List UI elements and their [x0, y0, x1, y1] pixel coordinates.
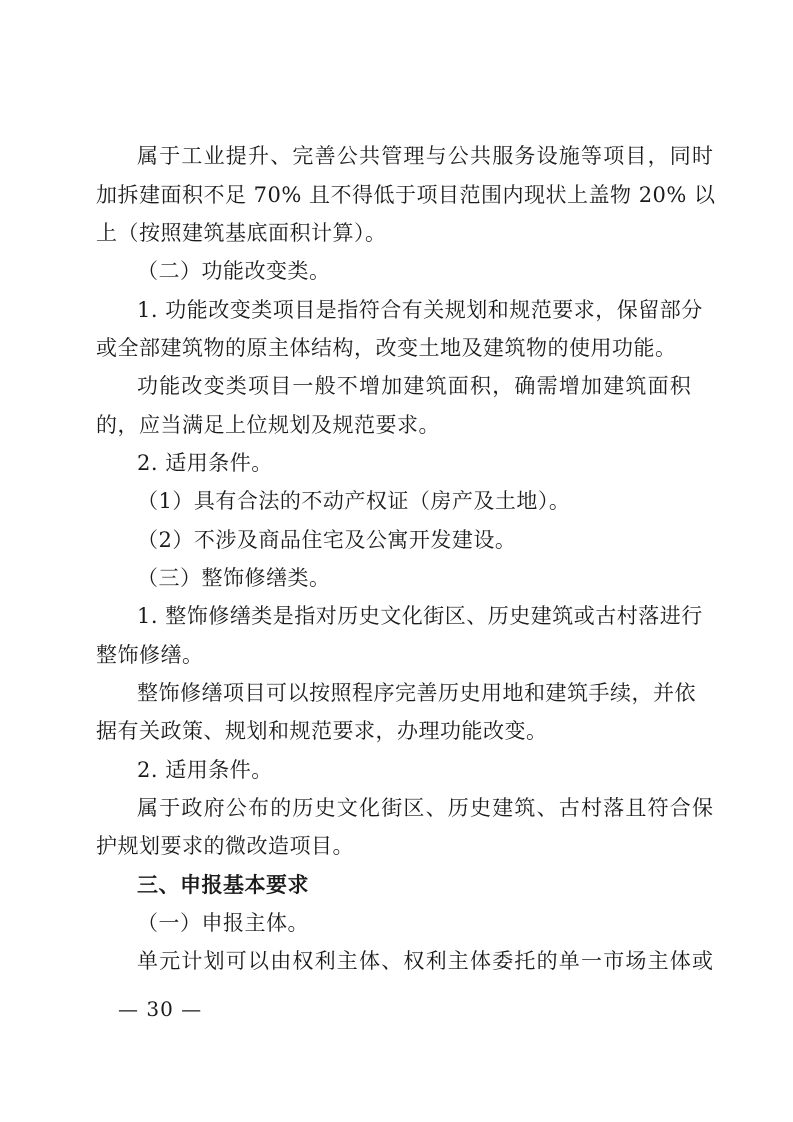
paragraph-line: 护规划要求的微改造项目。 [96, 834, 354, 858]
paragraph-line: 单元计划可以由权利主体、权利主体委托的单一市场主体或 [137, 949, 715, 973]
chapter-heading: 三、申报基本要求 [137, 873, 309, 897]
paragraph-line: 加拆建面积不足 70% 且不得低于项目范围内现状上盖物 20% 以 [96, 183, 716, 207]
paragraph-line: 2. 适用条件。 [137, 758, 273, 782]
paragraph-line: 功能改变类项目一般不增加建筑面积，确需增加建筑面积 [137, 374, 692, 398]
paragraph-line: 上（按照建筑基底面积计算）。 [96, 221, 387, 245]
paragraph-line: 的，应当满足上位规划及规范要求。 [96, 413, 440, 437]
paragraph-line: （1）具有合法的不动产权证（房产及土地）。 [137, 489, 571, 513]
paragraph-line: 属于工业提升、完善公共管理与公共服务设施等项目，同时 [137, 144, 715, 168]
paragraph-line: 1. 整饰修缮类是指对历史文化街区、历史建筑或古村落进行 [137, 604, 703, 628]
section-heading: （一）申报主体。 [137, 911, 309, 935]
section-heading: （三）整饰修缮类。 [137, 566, 331, 590]
paragraph-line: 2. 适用条件。 [137, 451, 273, 475]
paragraph-line: 整饰修缮项目可以按照程序完善历史用地和建筑手续，并依 [137, 681, 696, 705]
page-number: — 30 — [118, 997, 203, 1021]
paragraph-line: 或全部建筑物的原主体结构，改变土地及建筑物的使用功能。 [96, 336, 677, 360]
section-heading: （二）功能改变类。 [137, 259, 331, 283]
paragraph-line: 整饰修缮。 [96, 643, 204, 667]
paragraph-line: 1. 功能改变类项目是指符合有关规划和规范要求，保留部分 [137, 298, 703, 322]
paragraph-line: （2）不涉及商品住宅及公寓开发建设。 [137, 528, 517, 552]
paragraph-line: 属于政府公布的历史文化街区、历史建筑、古村落且符合保 [137, 796, 715, 820]
paragraph-line: 据有关政策、规划和规范要求，办理功能改变。 [96, 719, 548, 743]
